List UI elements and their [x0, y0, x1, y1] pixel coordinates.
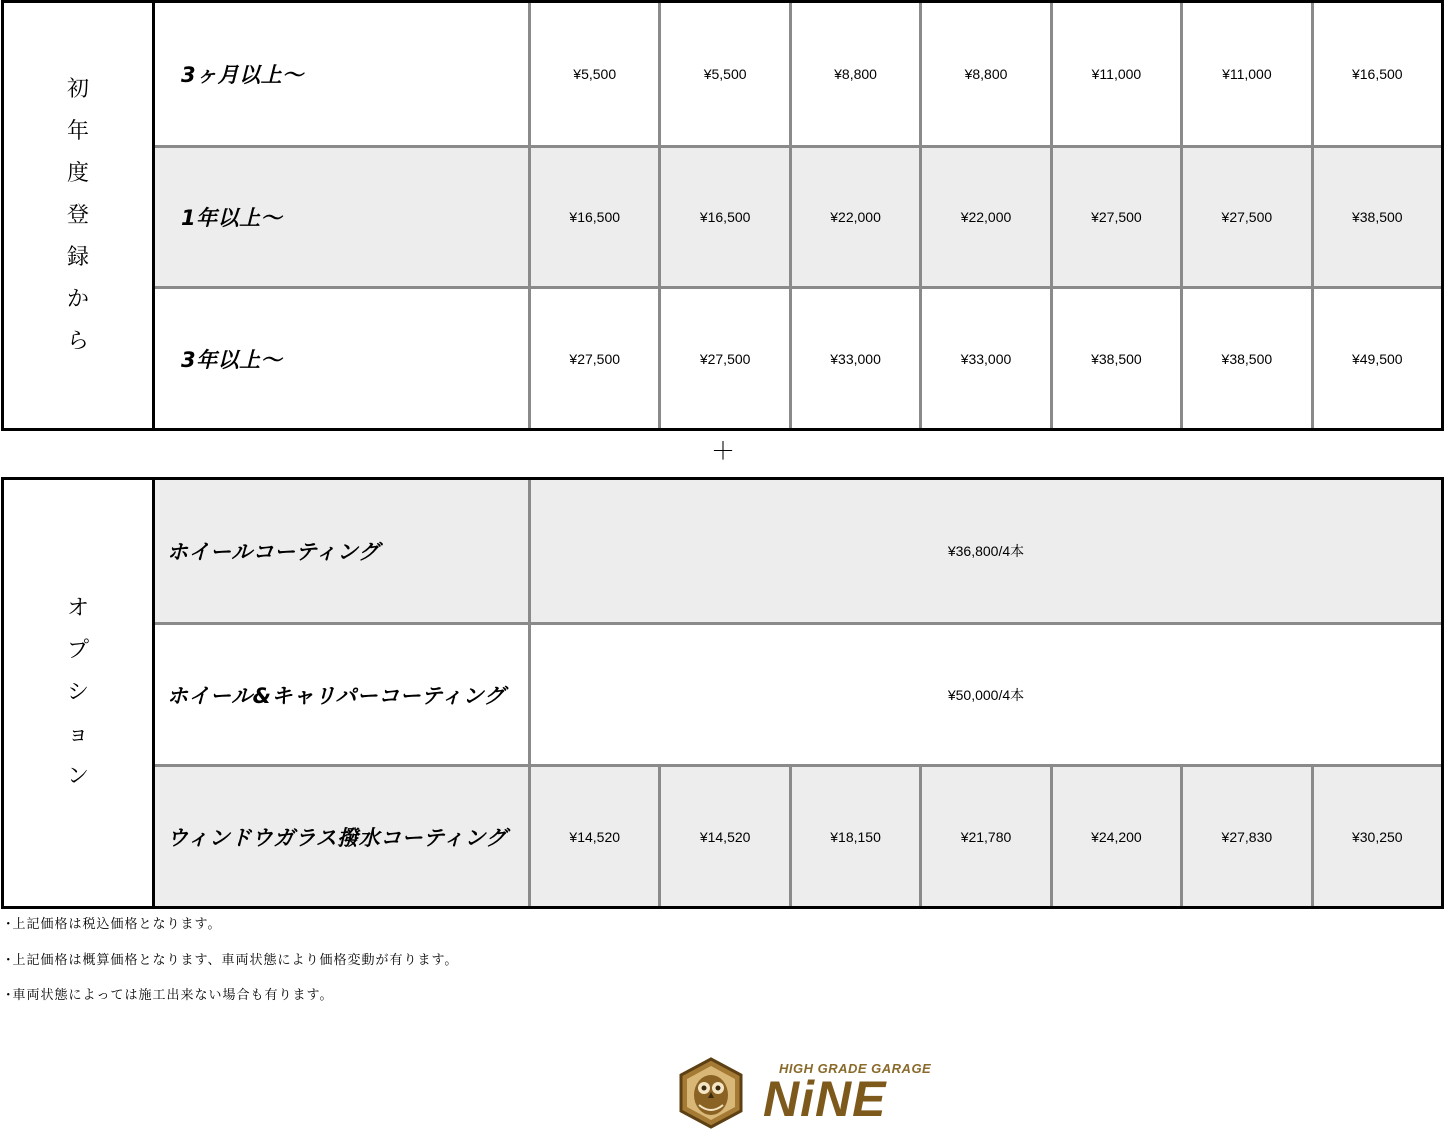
row-label-window-coating: ウィンドウガラス撥水コーティング: [155, 764, 528, 906]
price-cell: ¥38,500: [1180, 286, 1310, 428]
side-char: 初: [66, 76, 89, 102]
side-char: か: [66, 286, 89, 312]
price-cell: ¥27,830: [1180, 764, 1310, 906]
price-cell-wheel-coating: ¥36,800/4本: [528, 480, 1441, 622]
price-cell: ¥22,000: [919, 145, 1049, 287]
note-item: ･上記価格は税込価格となります。: [5, 917, 222, 932]
price-cell: ¥27,500: [1180, 145, 1310, 287]
row-label-3months: 3ヶ月以上〜: [155, 3, 528, 145]
price-cell: ¥8,800: [919, 3, 1049, 145]
side-char: 度: [66, 160, 89, 186]
side-char: プ: [66, 638, 89, 663]
owl-emblem-icon: [675, 1057, 747, 1129]
price-table-options: [1, 477, 1444, 909]
price-cell: ¥16,500: [658, 145, 788, 287]
side-char: ン: [66, 764, 89, 789]
price-table-initial-registration: [1, 0, 1444, 431]
price-cell: ¥33,000: [789, 286, 919, 428]
price-cell: ¥21,780: [919, 764, 1049, 906]
price-cell-wheel-caliper-coating: ¥50,000/4本: [528, 622, 1441, 764]
price-cell: ¥8,800: [789, 3, 919, 145]
price-cell: ¥27,500: [1050, 145, 1180, 287]
price-cell: ¥49,500: [1311, 286, 1441, 428]
price-cell: ¥38,500: [1050, 286, 1180, 428]
price-cell: ¥27,500: [528, 286, 658, 428]
price-cell: ¥16,500: [528, 145, 658, 287]
price-cell: ¥18,150: [789, 764, 919, 906]
side-char: 登: [66, 202, 89, 228]
row-label-wheel-caliper-coating: ホイール&キャリパーコーティング: [155, 622, 528, 764]
price-cell: ¥38,500: [1311, 145, 1441, 287]
row-label-wheel-coating: ホイールコーティング: [155, 480, 528, 622]
row-label-1year: 1年以上〜: [155, 145, 528, 287]
plus-sign: ＋: [711, 437, 735, 465]
logo-subtitle: HIGH GRADE GARAGE: [779, 1061, 932, 1076]
price-cell: ¥33,000: [919, 286, 1049, 428]
price-cell: ¥14,520: [528, 764, 658, 906]
price-cell: ¥24,200: [1050, 764, 1180, 906]
note-item: ･車両状態によっては施工出来ない場合も有ります。: [5, 988, 334, 1003]
note-item: ･上記価格は概算価格となります、車両状態により価格変動が有ります。: [5, 952, 459, 968]
price-cell: ¥14,520: [658, 764, 788, 906]
price-cell: ¥11,000: [1050, 3, 1180, 145]
price-cell: ¥5,500: [528, 3, 658, 145]
price-cell: ¥16,500: [1311, 3, 1441, 145]
price-cell: ¥27,500: [658, 286, 788, 428]
row-label-3years: 3年以上〜: [155, 286, 528, 428]
price-cell: ¥30,250: [1311, 764, 1441, 906]
notes: [5, 914, 458, 1021]
brand-logo: [675, 1057, 937, 1129]
price-cell: ¥11,000: [1180, 3, 1310, 145]
side-char: 録: [66, 244, 89, 270]
side-char: オ: [66, 596, 89, 621]
side-char: ら: [66, 328, 89, 354]
side-char: シ: [66, 680, 89, 705]
side-char: 年: [66, 118, 89, 144]
side-char: ョ: [66, 722, 89, 747]
side-label-initial-registration: [4, 3, 155, 428]
logo-name: NiNE: [763, 1071, 887, 1127]
price-cell: ¥22,000: [789, 145, 919, 287]
side-label-options: [4, 480, 155, 906]
price-cell: ¥5,500: [658, 3, 788, 145]
